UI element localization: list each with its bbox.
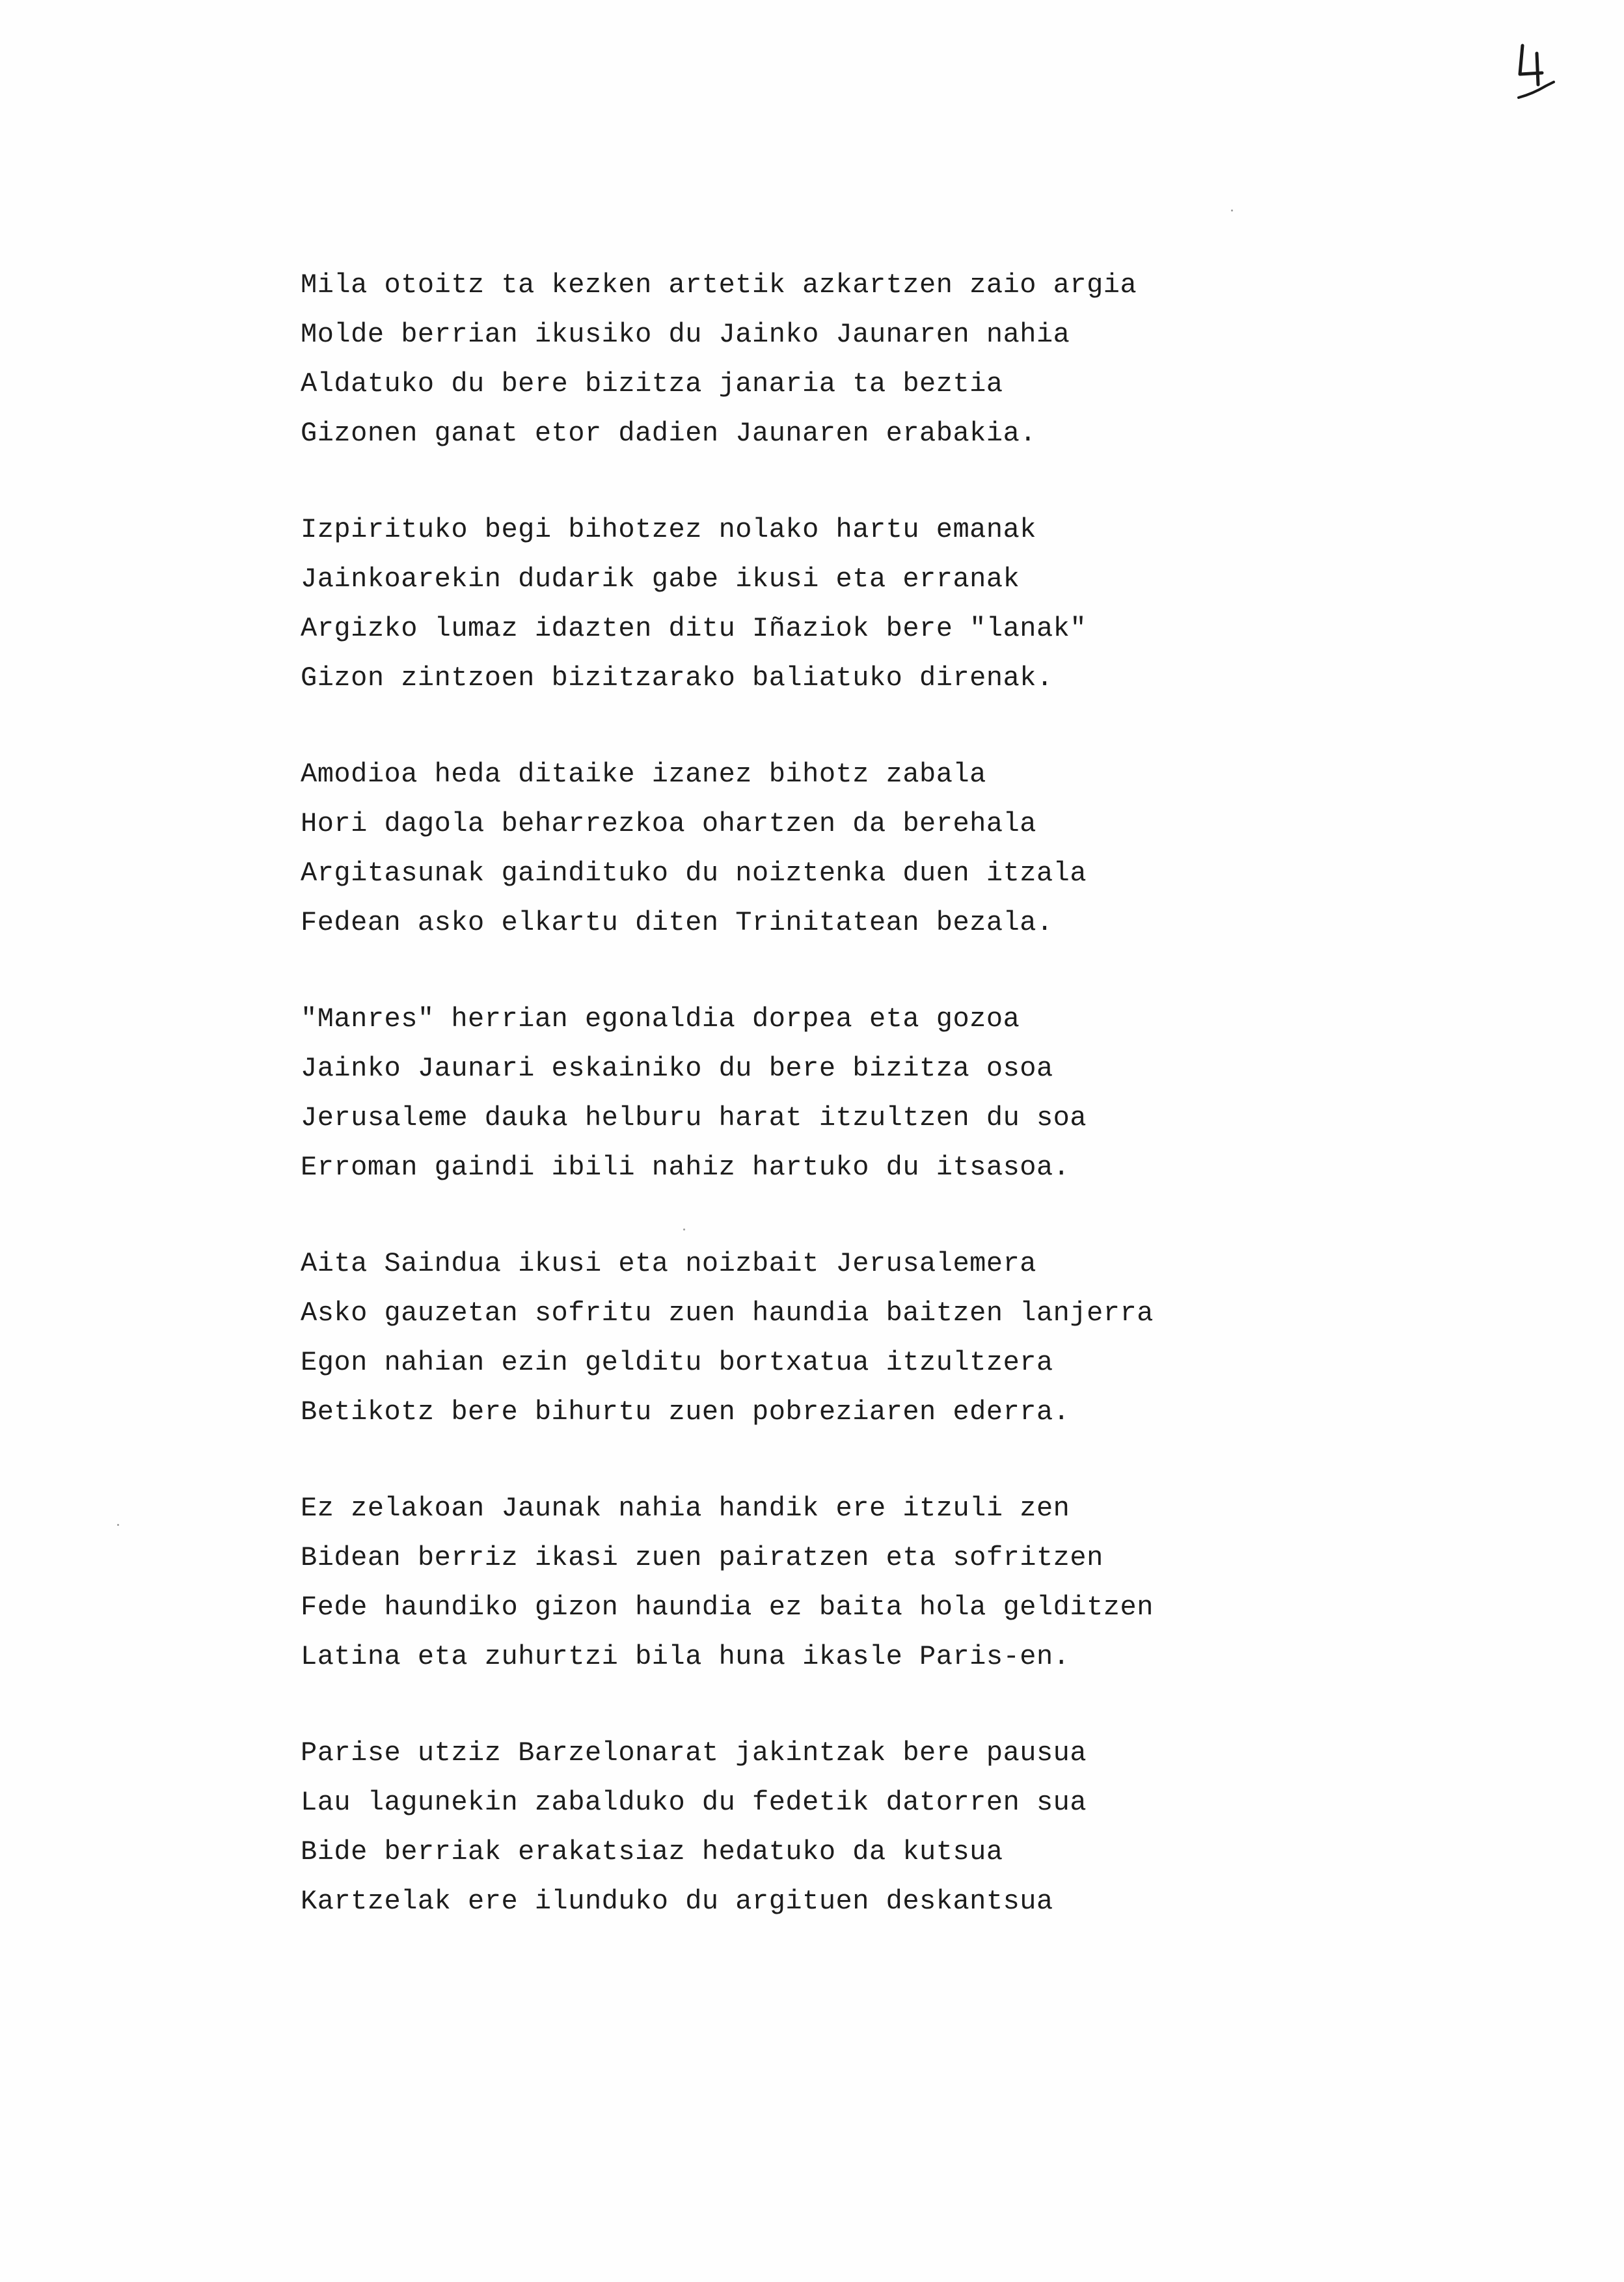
stanza-2 [301,505,1537,703]
stanza-4 [301,994,1537,1192]
poem-line: Fedean asko elkartu diten Trinitatean bezala. [301,907,1053,938]
poem-line: Molde berrian ikusiko du Jainko Jaunaren nahia [301,319,1070,350]
stanza-6 [301,1484,1537,1681]
poem-line: Bidean berriz ikasi zuen pairatzen eta sofritzen [301,1542,1103,1573]
poem-line: Betikotz bere bihurtu zuen pobreziaren ederra. [301,1396,1070,1428]
stanza-divider [301,1681,1537,1728]
poem-line: Jainkoarekin dudarik gabe ikusi eta erranak [301,564,1020,595]
scan-speck [117,1524,119,1526]
stanza-divider [301,1192,1537,1239]
poem-line: "Manres" herrian egonaldia dorpea eta gozoa [301,1003,1020,1035]
stanza-1 [301,260,1537,458]
poem-line: Izpirituko begi bihotzez nolako hartu emanak [301,514,1036,545]
poem-line: Hori dagola beharrezkoa ohartzen da berehala [301,808,1036,839]
page-number [1508,34,1560,105]
scan-speck [1231,210,1233,211]
poem-line: Gizon zintzoen bizitzarako baliatuko direnak. [301,662,1053,694]
stanza-3 [301,750,1537,947]
poem-line: Ez zelakoan Jaunak nahia handik ere itzuli zen [301,1493,1070,1524]
poem-line: Amodioa heda ditaike izanez bihotz zabala [301,759,986,790]
poem-body [301,260,1537,1926]
poem-line: Jerusaleme dauka helburu harat itzultzen du soa [301,1102,1087,1134]
stanza-divider [301,458,1537,505]
poem-line: Argizko lumaz idazten ditu Iñaziok bere "lanak" [301,613,1087,644]
poem-line: Jainko Jaunari eskainiko du bere bizitza osoa [301,1053,1053,1084]
poem-line: Aldatuko du bere bizitza janaria ta beztia [301,368,1003,400]
poem-line: Parise utziz Barzelonarat jakintzak bere pausua [301,1737,1087,1769]
poem-line: Erroman gaindi ibili nahiz hartuko du itsasoa. [301,1152,1070,1183]
stanza-divider [301,1437,1537,1484]
poem-line: Asko gauzetan sofritu zuen haundia baitzen lanjerra [301,1297,1154,1329]
poem-line: Latina eta zuhurtzi bila huna ikasle Paris-en. [301,1641,1070,1672]
poem-line: Argitasunak gaindituko du noiztenka duen itzala [301,858,1087,889]
stanza-divider [301,947,1537,994]
scan-speck [683,1229,685,1230]
poem-line: Egon nahian ezin gelditu bortxatua itzultzera [301,1347,1053,1378]
stanza-divider [301,703,1537,750]
handwritten-page-number-4 [1508,34,1560,105]
poem-line: Gizonen ganat etor dadien Jaunaren erabakia. [301,418,1036,449]
stanza-7 [301,1728,1537,1926]
poem-line: Aita Saindua ikusi eta noizbait Jerusalemera [301,1248,1036,1279]
poem-line: Kartzelak ere ilunduko du argituen deskantsua [301,1886,1053,1917]
poem-line: Lau lagunekin zabalduko du fedetik datorren sua [301,1787,1087,1818]
poem-line: Bide berriak erakatsiaz hedatuko da kutsua [301,1836,1003,1868]
poem-line: Fede haundiko gizon haundia ez baita hola gelditzen [301,1592,1154,1623]
stanza-5 [301,1239,1537,1437]
poem-line: Mila otoitz ta kezken artetik azkartzen zaio argia [301,269,1137,301]
